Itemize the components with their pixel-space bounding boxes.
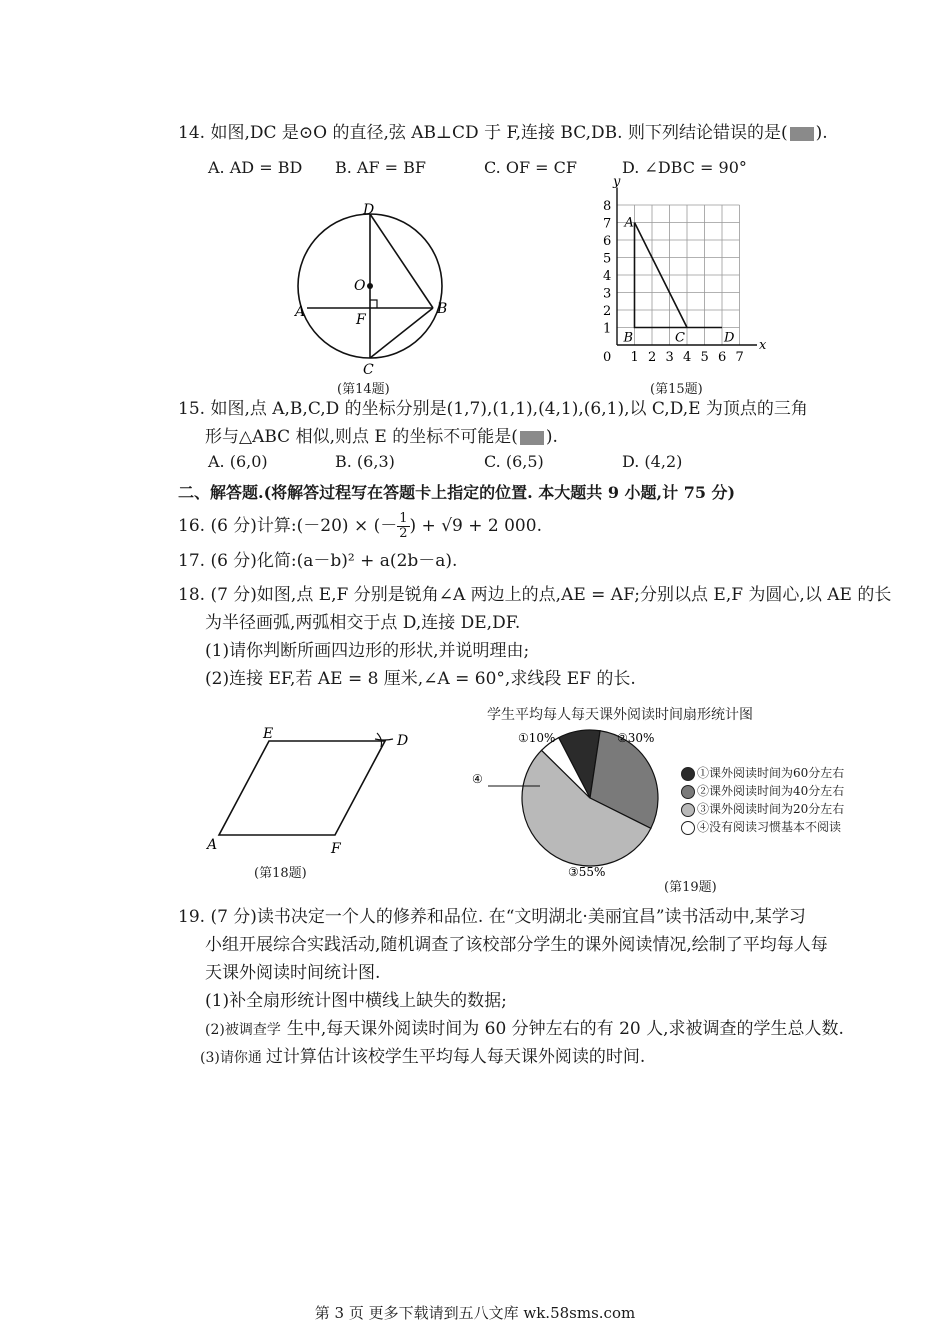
- pie-label-2: ②30%: [617, 731, 655, 745]
- q14-option-c: C. OF = CF: [484, 158, 577, 177]
- fraction: $\frac{1}{2}$: [399, 511, 408, 541]
- q18-sub2: (2)连接 EF,若 AE = 8 厘米,∠A = 60°,求线段 EF 的长.: [205, 669, 636, 689]
- x-axis-label: x: [759, 338, 767, 353]
- x-tick-label: 5: [700, 350, 709, 365]
- label-a: A: [295, 304, 306, 320]
- quadrilateral-aedf: [219, 741, 385, 835]
- y-tick-label: 7: [603, 216, 612, 232]
- x-tick-label: 1: [630, 350, 639, 365]
- point-b-label: B: [623, 330, 634, 346]
- x-tick-label: 2: [648, 350, 657, 365]
- q15-option-a: A. (6,0): [208, 452, 268, 471]
- label-e: E: [263, 726, 274, 742]
- figure-15-grid: [595, 174, 775, 375]
- x-tick-label: 7: [735, 350, 744, 365]
- point-c-label: C: [675, 330, 685, 346]
- y-tick-label: 2: [603, 304, 612, 319]
- legend-item-2: ②课外阅读时间为40分左右: [681, 782, 844, 799]
- pie-label-3: ③55%: [568, 865, 606, 879]
- q18-line1: 18. (7 分)如图,点 E,F 分别是锐角∠A 两边上的点,AE = AF;分别以点 E,F 为圆心,以 AE 的长: [178, 585, 892, 605]
- y-tick-label: 4: [603, 269, 612, 284]
- q14-option-b: B. AF = BF: [335, 158, 427, 177]
- label-f: F: [356, 312, 366, 328]
- x-tick-label: 3: [665, 350, 674, 365]
- q17: 17. (6 分)化简:(a－b)² + a(2b－a).: [178, 551, 458, 571]
- q15-option-d: D. (4,2): [622, 452, 683, 471]
- q19-sub3: (3)请你通 过计算估计该校学生平均每人每天课外阅读的时间.: [200, 1047, 646, 1067]
- y-axis-label: y: [613, 174, 621, 190]
- point-d-label: D: [724, 330, 735, 346]
- answer-blank: [790, 127, 814, 141]
- legend-item-4: ④没有阅读习惯基本不阅读: [681, 818, 841, 835]
- y-tick-label: 6: [603, 234, 612, 249]
- chart-title: 学生平均每人每天课外阅读时间扇形统计图: [487, 707, 753, 723]
- figure-18-caption: (第18题): [254, 866, 307, 881]
- pie-slices: [522, 730, 658, 866]
- segment-db: [370, 214, 433, 308]
- y-tick-label: 8: [603, 199, 612, 214]
- legend-swatch-3: [681, 803, 695, 817]
- q15-stem-line2: 形与△ABC 相似,则点 E 的坐标不可能是( ).: [205, 427, 558, 447]
- q15-stem-line1: 15. 如图,点 A,B,C,D 的坐标分别是(1,7),(1,1),(4,1),(6,1),以 C,D,E 为顶点的三角: [178, 399, 808, 419]
- figure-19-caption: (第19题): [664, 880, 717, 895]
- center-point: [367, 283, 373, 289]
- q19-line1: 19. (7 分)读书决定一个人的修养和品位. 在“文明湖北·美丽宜昌”读书活动中,某学习: [178, 907, 806, 927]
- pie-label-4: ④: [472, 772, 483, 786]
- q14-stem: 14. 如图,DC 是⊙O 的直径,弦 AB⊥CD 于 F,连接 BC,DB. 则下列结论错误的是( ).: [178, 123, 828, 143]
- legend-swatch-4: [681, 821, 695, 835]
- q18-sub1: (1)请你判断所画四边形的形状,并说明理由;: [205, 641, 530, 661]
- section-heading: 二、解答题.(将解答过程写在答题卡上指定的位置. 本大题共 9 小题,计 75 分): [178, 483, 736, 502]
- page-footer: 第 3 页 更多下载请到五八文库 wk.58sms.com: [314, 1304, 636, 1322]
- x-tick-label: 4: [683, 350, 692, 365]
- q19-line3: 天课外阅读时间统计图.: [205, 963, 381, 983]
- q18-line2: 为半径画弧,两弧相交于点 D,连接 DE,DF.: [205, 613, 521, 633]
- figure-15-caption: (第15题): [650, 382, 703, 397]
- right-angle-mark: [370, 300, 377, 308]
- q15-option-c: C. (6,5): [484, 452, 544, 471]
- pie-label-1: ①10%: [518, 731, 556, 745]
- arc-mark-2: [375, 739, 393, 740]
- legend-item-1: ①课外阅读时间为60分左右: [681, 764, 844, 781]
- answer-blank: [520, 431, 544, 445]
- grid-figure: [623, 216, 736, 346]
- q14-option-a: A. AD = BD: [208, 158, 303, 177]
- label-d: D: [397, 733, 409, 749]
- legend-item-3: ③课外阅读时间为20分左右: [681, 800, 844, 817]
- label-c: C: [363, 362, 374, 378]
- point-a-label: A: [624, 215, 634, 231]
- label-d: D: [363, 202, 375, 218]
- legend-swatch-1: [681, 767, 695, 781]
- q19-sub1: (1)补全扇形统计图中横线上缺失的数据;: [205, 991, 507, 1011]
- q16: 16. (6 分)计算:(－20) × (－ $\frac{1}{2}$ ) + √9 + 2 000.: [178, 511, 542, 541]
- label-b: B: [437, 301, 448, 317]
- x-tick-label: 6: [718, 350, 727, 365]
- label-f: F: [331, 841, 341, 857]
- q14-option-d: D. ∠DBC = 90°: [622, 158, 747, 177]
- figure-14-circle: [290, 198, 470, 378]
- figure-18-rhombus: [205, 725, 425, 855]
- y-tick-label: 1: [603, 321, 612, 337]
- y-tick-label: 3: [603, 286, 612, 302]
- figure-14-caption: (第14题): [337, 382, 390, 397]
- q19-line2: 小组开展综合实践活动,随机调查了该校部分学生的课外阅读情况,绘制了平均每人每: [205, 935, 828, 955]
- label-o: O: [354, 278, 366, 294]
- legend-swatch-2: [681, 785, 695, 799]
- label-a: A: [207, 837, 218, 853]
- q15-option-b: B. (6,3): [335, 452, 395, 471]
- q19-sub2: (2)被调查学 生中,每天课外阅读时间为 60 分钟左右的有 20 人,求被调查的学生总人数.: [205, 1019, 844, 1039]
- origin-label: 0: [603, 350, 612, 365]
- y-tick-label: 5: [603, 251, 612, 267]
